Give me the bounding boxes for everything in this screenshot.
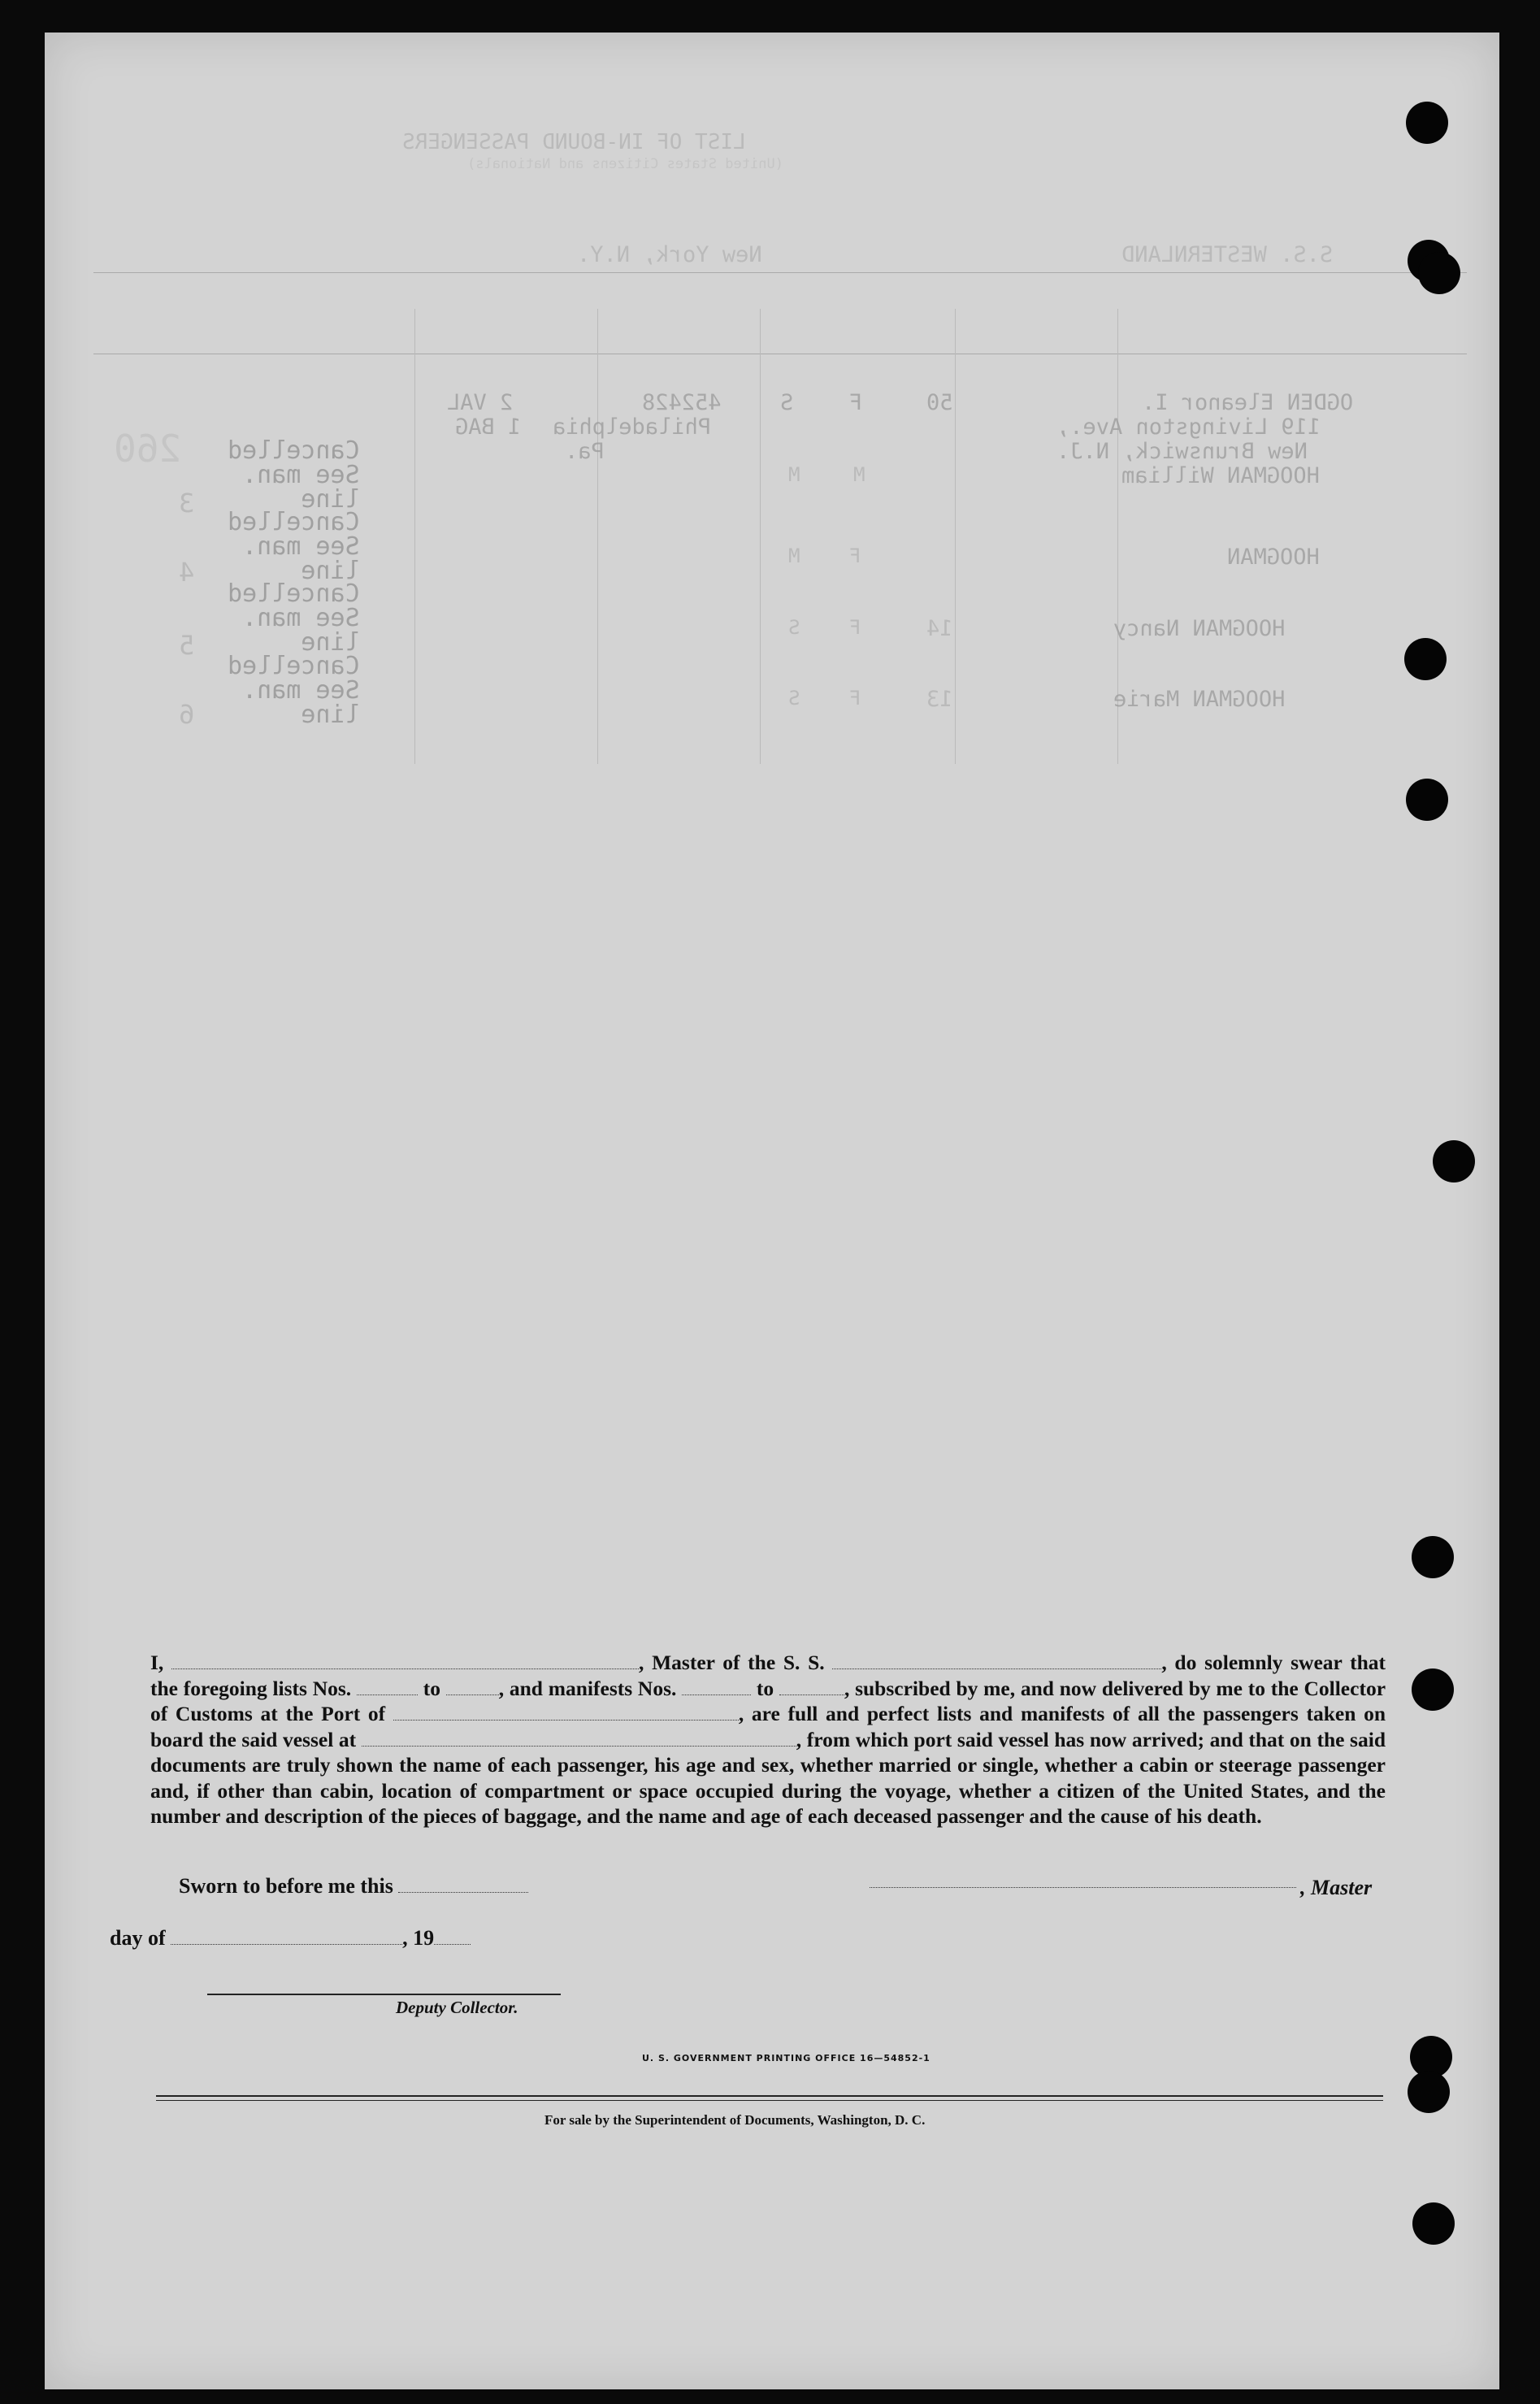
bottom-rule [156, 2100, 1383, 2101]
sworn-label: Sworn to before me this [179, 1874, 393, 1898]
ghost-passenger-name: HOOGMAN William [1121, 463, 1320, 488]
punch-hole [1412, 1668, 1454, 1711]
port-blank[interactable] [393, 1703, 739, 1721]
ship-name-blank[interactable] [832, 1652, 1161, 1669]
ghost-passenger-age: 14 [926, 616, 953, 641]
oath-text: , do solemnly [1161, 1651, 1283, 1674]
sworn-row [179, 1874, 528, 1898]
oath-text: , from which [796, 1727, 909, 1751]
ghost-passenger-ms: S [788, 616, 800, 639]
ghost-passenger-age: 13 [926, 687, 953, 712]
oath-text: , and manifests Nos. [498, 1676, 677, 1700]
ghost-page-number: 260 [114, 427, 182, 471]
oath-text: , Master of the S. S. [639, 1651, 825, 1674]
master-signature-line[interactable] [870, 1887, 1296, 1888]
ghost-passenger-address: 119 Livingston Ave., [1056, 414, 1321, 440]
oath-paragraph [150, 1650, 1386, 1829]
manifest-to-blank[interactable] [779, 1678, 844, 1695]
punch-hole [1408, 2071, 1450, 2113]
punch-hole [1404, 638, 1447, 680]
year-label: , 19 [402, 1926, 435, 1950]
column-rule [597, 309, 598, 764]
ghost-passenger-name: HOOGMAN [1227, 545, 1320, 570]
punch-hole [1406, 102, 1448, 144]
day-of-label: day of [110, 1926, 166, 1950]
ghost-line-number: 6 [179, 699, 195, 730]
ghost-passenger-sex: F [849, 616, 861, 639]
ghost-passenger-name: OGDEN Eleanor I. [1142, 390, 1354, 415]
punch-hole [1406, 779, 1448, 821]
sworn-date-blank[interactable] [398, 1892, 528, 1893]
year-blank[interactable] [434, 1944, 471, 1945]
day-of-blank[interactable] [171, 1944, 402, 1945]
oath-text: I, [150, 1651, 164, 1674]
ghost-passenger-name: HOOGMAN Marie [1113, 687, 1286, 712]
ghost-line-number: 4 [179, 557, 195, 588]
ghost-passenger-address: New Brunswick, N.J. [1056, 439, 1308, 464]
ghost-passenger-ms: M [788, 545, 800, 567]
list-to-blank[interactable] [446, 1678, 499, 1695]
embark-port-blank[interactable] [362, 1729, 796, 1747]
ghost-passenger-ms: M [788, 463, 800, 486]
ghost-baggage: 1 BAG [455, 414, 522, 440]
deputy-collector-signature-line[interactable] [207, 1994, 561, 1995]
master-label: , Master [1300, 1876, 1373, 1899]
ghost-passenger-place: Philadelphia [553, 414, 712, 440]
day-of-row [110, 1926, 471, 1951]
ghost-passenger-sex: M [853, 463, 865, 486]
ghost-passenger-sex: F [849, 545, 861, 567]
printing-office-imprint: U. S. GOVERNMENT PRINTING OFFICE 16—54852-1 [642, 2053, 931, 2063]
ghost-passenger-age: 50 [926, 390, 953, 415]
ghost-cancelled-note: Cancelled See man. line [228, 579, 360, 657]
ghost-cancelled-note: Cancelled See man. line [228, 652, 360, 729]
ghost-passenger-cert: 452428 [642, 390, 722, 415]
oath-text: port said vessel has now arrived; and that on the said documents are truly shown the name of each passenger, his age and sex, whether married or single, whether a cabin or steerage passenger and, if other than cabin, location of compartment or space occupied during the voyage, whether a citizen of the United States, and the number and description of the pieces of baggage, and the name and age of each deceased passenger and the cause of his death. [150, 1727, 1386, 1828]
ghost-ship-name: S.S. WESTERNLAND [1121, 242, 1334, 267]
ghost-line-number: 3 [179, 488, 195, 519]
list-from-blank[interactable] [357, 1678, 418, 1695]
oath-text: swear that the foregoing lists Nos. [150, 1651, 1386, 1700]
column-rule [955, 309, 956, 764]
master-name-blank[interactable] [171, 1652, 639, 1669]
sale-notice: For sale by the Superintendent of Documents, Washington, D. C. [544, 2112, 926, 2128]
manifest-from-blank[interactable] [682, 1678, 751, 1695]
punch-hole [1412, 1536, 1454, 1578]
column-rule [414, 309, 415, 764]
deputy-collector-label: Deputy Collector. [396, 1998, 518, 2017]
ghost-passenger-place: Pa. [565, 439, 605, 464]
ghost-cancelled-note: Cancelled See man. line [228, 508, 360, 585]
oath-text: , are full and perfect lists and [738, 1702, 1013, 1725]
ghost-baggage: 2 VAL [447, 390, 514, 415]
oath-text: to [423, 1676, 440, 1700]
oath-text: manifests of all the passengers taken on board the said vessel at [150, 1702, 1386, 1751]
oath-text: delivered by me to the Collector of Customs at the Port of [150, 1676, 1386, 1725]
column-rule [760, 309, 761, 764]
oath-text: , subscribed by me, and now [844, 1676, 1097, 1700]
punch-hole [1418, 252, 1460, 294]
punch-hole [1433, 1140, 1475, 1182]
punch-hole [1412, 2202, 1455, 2245]
ghost-cancelled-note: Cancelled See man. line [228, 436, 360, 514]
ghost-list-title: LIST OF IN-BOUND PASSENGERS [402, 130, 746, 154]
header-rule [93, 272, 1467, 273]
manifest-page [45, 33, 1499, 2389]
ghost-list-subtitle: (United States Citizens and Nationals) [467, 156, 783, 172]
ghost-passenger-name: HOOGMAN Nancy [1113, 616, 1286, 641]
ghost-passenger-ms: S [788, 687, 800, 709]
oath-text: to [756, 1676, 774, 1700]
ghost-passenger-sex: F [849, 390, 863, 415]
bottom-rule [156, 2095, 1383, 2097]
ghost-port: New York, N.Y. [577, 242, 762, 267]
ghost-line-number: 5 [179, 630, 195, 661]
ghost-passenger-ms: S [780, 390, 794, 415]
ghost-passenger-sex: F [849, 687, 861, 709]
